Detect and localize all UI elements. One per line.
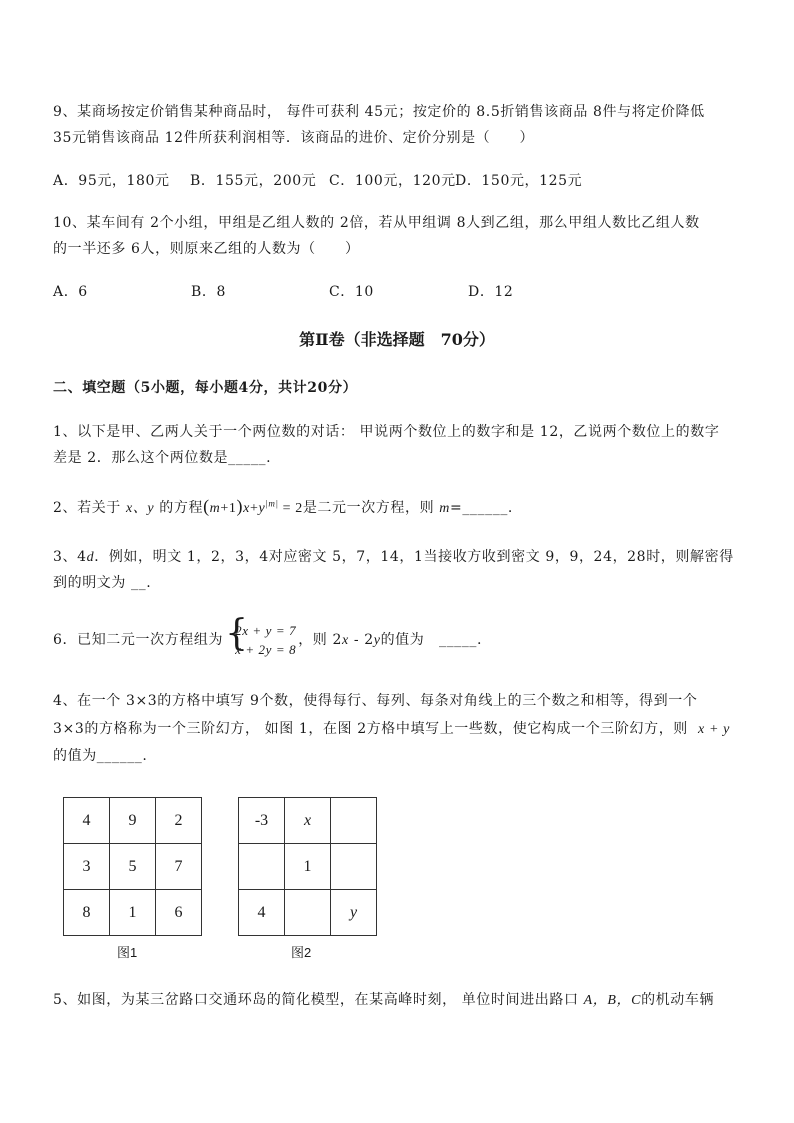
q10-option-d: D．12 bbox=[468, 284, 514, 300]
f4-line3: 的值为______. bbox=[53, 748, 148, 764]
f2-mid: 的方程 bbox=[154, 500, 204, 516]
figure2-caption: 图2 bbox=[291, 945, 312, 960]
f4-line2: 3×3的方格称为一个三阶幻方， 如图 1，在图 2方格中填写上一些数，使它构成一个三阶幻方，则 x + y bbox=[53, 721, 730, 737]
q9-option-c: C．100元，120元 bbox=[329, 173, 456, 189]
q10-options bbox=[53, 281, 513, 301]
q9-line1: 9、某商场按定价销售某种商品时， 每件可获利 45元；按定价的 8.5折销售该商品 8件与将定价降低 bbox=[53, 104, 705, 120]
f1-line1: 1、以下是甲、乙两人关于一个两位数的对话： 甲说两个数位上的数字和是 12，乙说两个数位上的数字 bbox=[53, 424, 720, 440]
f5-line: 5、如图，为某三岔路口交通环岛的简化模型，在某高峰时刻， 单位时间进出路口 A，B，C的机动车辆 bbox=[53, 992, 715, 1008]
f2-blank: =______. bbox=[449, 500, 513, 516]
magic-square-2: -3 x 1 4 y bbox=[238, 797, 377, 936]
q9-option-d: D．150元，125元 bbox=[455, 173, 583, 189]
q9-options bbox=[53, 170, 582, 190]
q10-option-a: A．6 bbox=[53, 284, 88, 300]
figure1-caption: 图1 bbox=[117, 945, 138, 960]
f2-vars: x、y bbox=[125, 501, 155, 516]
magic-square-1: 4 9 2 3 5 7 8 1 6 bbox=[63, 797, 202, 936]
f4-expr: x + y bbox=[698, 722, 730, 737]
q9-line2: 35元销售该商品 12件所获利润相等．该商品的进价、定价分别是（ ） bbox=[53, 130, 535, 146]
f4-line1: 4、在一个 3×3的方格中填写 9个数，使得每行、每列、每条对角线上的三个数之和相等，得到一个 bbox=[53, 693, 698, 709]
f2-equation: $(m+1)x+y^{|m|} = 2$ bbox=[203, 496, 303, 516]
f6-line: 6．已知二元一次方程组为 { 2x + y = 7 x + 2y = 8 ，则 2x - 2y的值为 _____. bbox=[53, 613, 483, 657]
f2-line bbox=[53, 496, 513, 517]
f2-suffix: 是二元一次方程，则 bbox=[302, 500, 440, 516]
q9-option-a: A．95元，180元 bbox=[53, 173, 170, 189]
q9-option-b: B．155元，200元 bbox=[190, 173, 317, 189]
f1-line2: 差是 2．那么这个两位数是_____. bbox=[53, 450, 272, 466]
q10-line2: 的一半还多 6人，则原来乙组的人数为（ ） bbox=[53, 241, 360, 257]
q10-option-b: B．8 bbox=[191, 284, 226, 300]
f3-line2: 到的明文为 __. bbox=[53, 575, 152, 591]
part2-title: 第Ⅱ卷（非选择题 70分） bbox=[299, 330, 495, 349]
q10-line1: 10、某车间有 2个小组，甲组是乙组人数的 2倍，若从甲组调 8人到乙组，那么甲组人数比乙组人数 bbox=[53, 215, 700, 231]
q10-option-c: C．10 bbox=[329, 284, 374, 300]
equation-system: { 2x + y = 7 x + 2y = 8 bbox=[225, 613, 297, 657]
f2-prefix: 2、若关于 bbox=[53, 500, 126, 516]
f2-m: m bbox=[439, 501, 450, 516]
f3-line1: 3、4d．例如，明文 1，2，3，4对应密文 5，7，14，1当接收方收到密文 9，9，24，28时，则解密得 bbox=[53, 549, 734, 565]
section-heading: 二、填空题（5小题，每小题4分，共计20分） bbox=[53, 380, 358, 396]
